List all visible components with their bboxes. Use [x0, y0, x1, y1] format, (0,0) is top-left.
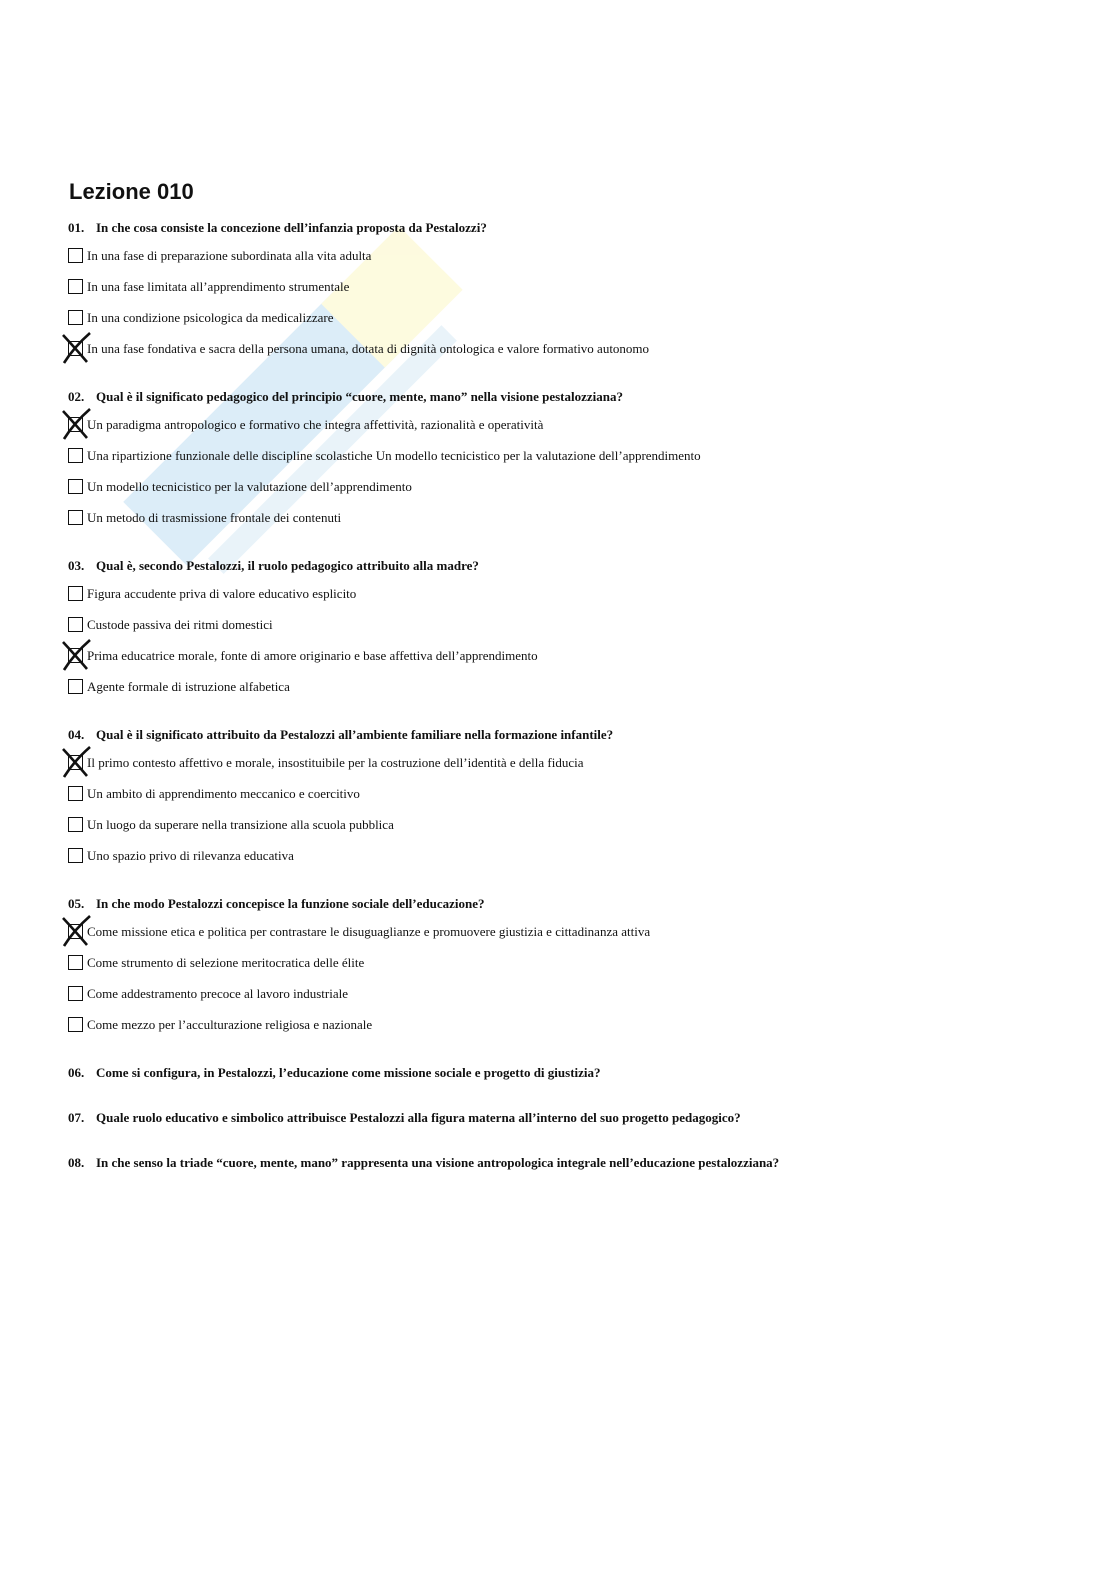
answer-checkbox[interactable] — [68, 479, 83, 494]
answer-option[interactable] — [68, 247, 1068, 278]
answer-option-label: Prima educatrice morale, fonte di amore originario e base affettiva dell’apprendimento — [87, 648, 538, 663]
answer-option-label: Come missione etica e politica per contrastare le disuguaglianze e promuovere giustizia e cittadinanza attiva — [87, 924, 651, 939]
question-number: 05. — [68, 896, 85, 911]
lesson-title: Lezione 010 — [69, 179, 194, 204]
question-number: 02. — [68, 389, 85, 404]
answer-option-label: Come addestramento precoce al lavoro industriale — [87, 986, 348, 1001]
answer-option[interactable] — [68, 847, 1068, 878]
question-text: In che senso la triade “cuore, mente, mano” rappresenta una visione antropologica integrale nell’educazione pestalozziana? — [96, 1155, 780, 1170]
answer-option-label: Il primo contesto affettivo e morale, insostituibile per la costruzione dell’identità e della fiducia — [87, 755, 584, 770]
question-06 — [68, 1063, 1068, 1092]
answer-option-label: In una fase fondativa e sacra della persona umana, dotata di dignità ontologica e valore formativo autonomo — [87, 341, 650, 356]
question-02 — [68, 387, 1068, 540]
answer-option[interactable] — [68, 309, 1068, 340]
question-text: Qual è il significato pedagogico del principio “cuore, mente, mano” nella visione pestalozziana? — [96, 389, 623, 404]
checkmark-x-icon — [60, 407, 94, 441]
question-heading — [68, 894, 1068, 923]
answer-option[interactable] — [68, 785, 1068, 816]
answer-option-label: Un modello tecnicistico per la valutazione dell’apprendimento — [87, 479, 412, 494]
answer-option[interactable] — [68, 647, 1068, 678]
checkmark-x-icon — [60, 745, 94, 779]
answer-option[interactable] — [68, 754, 1068, 785]
question-text: Qual è il significato attribuito da Pestalozzi all’ambiente familiare nella formazione infantile? — [96, 727, 614, 742]
question-list — [68, 218, 1068, 1198]
answer-option[interactable] — [68, 923, 1068, 954]
question-number: 04. — [68, 727, 85, 742]
answer-option[interactable] — [68, 985, 1068, 1016]
answer-option[interactable] — [68, 340, 1068, 371]
question-heading — [68, 387, 1068, 416]
question-heading — [68, 1153, 1068, 1182]
answer-option[interactable] — [68, 954, 1068, 985]
answer-checkbox[interactable] — [68, 848, 83, 863]
question-04 — [68, 725, 1068, 878]
question-07 — [68, 1108, 1068, 1137]
answer-option-label: Un luogo da superare nella transizione alla scuola pubblica — [87, 817, 394, 832]
question-number: 03. — [68, 558, 85, 573]
question-08 — [68, 1153, 1068, 1182]
question-heading — [68, 218, 1068, 247]
answer-option-label: In una fase di preparazione subordinata alla vita adulta — [87, 248, 372, 263]
answer-checkbox[interactable] — [68, 586, 83, 601]
question-text: In che cosa consiste la concezione dell’infanzia proposta da Pestalozzi? — [96, 220, 487, 235]
answer-option[interactable] — [68, 447, 1068, 478]
answer-checkbox[interactable] — [68, 955, 83, 970]
question-05 — [68, 894, 1068, 1047]
question-number: 01. — [68, 220, 85, 235]
question-heading — [68, 1063, 1068, 1092]
answer-option[interactable] — [68, 478, 1068, 509]
answer-option-label: In una fase limitata all’apprendimento strumentale — [87, 279, 350, 294]
answer-checkbox[interactable] — [68, 786, 83, 801]
answer-option[interactable] — [68, 616, 1068, 647]
answer-option-label: Un paradigma antropologico e formativo che integra affettività, razionalità e operatività — [87, 417, 544, 432]
answer-checkbox[interactable] — [68, 617, 83, 632]
answer-option[interactable] — [68, 416, 1068, 447]
question-number: 06. — [68, 1065, 85, 1080]
answer-option-label: Come strumento di selezione meritocratica delle élite — [87, 955, 365, 970]
question-heading — [68, 1108, 1068, 1137]
question-text: In che modo Pestalozzi concepisce la funzione sociale dell’educazione? — [96, 896, 485, 911]
answer-option[interactable] — [68, 509, 1068, 540]
answer-option-label: Una ripartizione funzionale delle discipline scolastiche Un modello tecnicistico per la valutazione dell’apprendimento — [87, 448, 701, 463]
answer-option-label: Un metodo di trasmissione frontale dei contenuti — [87, 510, 342, 525]
question-heading — [68, 725, 1068, 754]
answer-option-label: In una condizione psicologica da medicalizzare — [87, 310, 334, 325]
answer-checkbox[interactable] — [68, 510, 83, 525]
answer-checkbox[interactable] — [68, 279, 83, 294]
checkmark-x-icon — [60, 638, 94, 672]
question-number: 08. — [68, 1155, 85, 1170]
answer-checkbox[interactable] — [68, 817, 83, 832]
checkmark-x-icon — [60, 331, 94, 365]
answer-checkbox[interactable] — [68, 310, 83, 325]
question-text: Qual è, secondo Pestalozzi, il ruolo pedagogico attribuito alla madre? — [96, 558, 479, 573]
answer-option-label: Figura accudente priva di valore educativo esplicito — [87, 586, 357, 601]
answer-option[interactable] — [68, 816, 1068, 847]
question-number: 07. — [68, 1110, 85, 1125]
answer-option-label: Custode passiva dei ritmi domestici — [87, 617, 273, 632]
answer-checkbox[interactable] — [68, 448, 83, 463]
answer-option[interactable] — [68, 585, 1068, 616]
answer-checkbox[interactable] — [68, 679, 83, 694]
answer-checkbox[interactable] — [68, 1017, 83, 1032]
answer-checkbox[interactable] — [68, 248, 83, 263]
answer-option[interactable] — [68, 1016, 1068, 1047]
answer-option-label: Uno spazio privo di rilevanza educativa — [87, 848, 294, 863]
answer-checkbox[interactable] — [68, 986, 83, 1001]
checkmark-x-icon — [60, 914, 94, 948]
answer-option-label: Agente formale di istruzione alfabetica — [87, 679, 290, 694]
question-heading — [68, 556, 1068, 585]
question-text: Come si configura, in Pestalozzi, l’educazione come missione sociale e progetto di giustizia? — [96, 1065, 601, 1080]
answer-option[interactable] — [68, 278, 1068, 309]
answer-option-label: Un ambito di apprendimento meccanico e coercitivo — [87, 786, 360, 801]
answer-option[interactable] — [68, 678, 1068, 709]
question-01 — [68, 218, 1068, 371]
question-03 — [68, 556, 1068, 709]
answer-option-label: Come mezzo per l’acculturazione religiosa e nazionale — [87, 1017, 373, 1032]
question-text: Quale ruolo educativo e simbolico attribuisce Pestalozzi alla figura materna all’interno del suo progetto pedagogico? — [96, 1110, 741, 1125]
